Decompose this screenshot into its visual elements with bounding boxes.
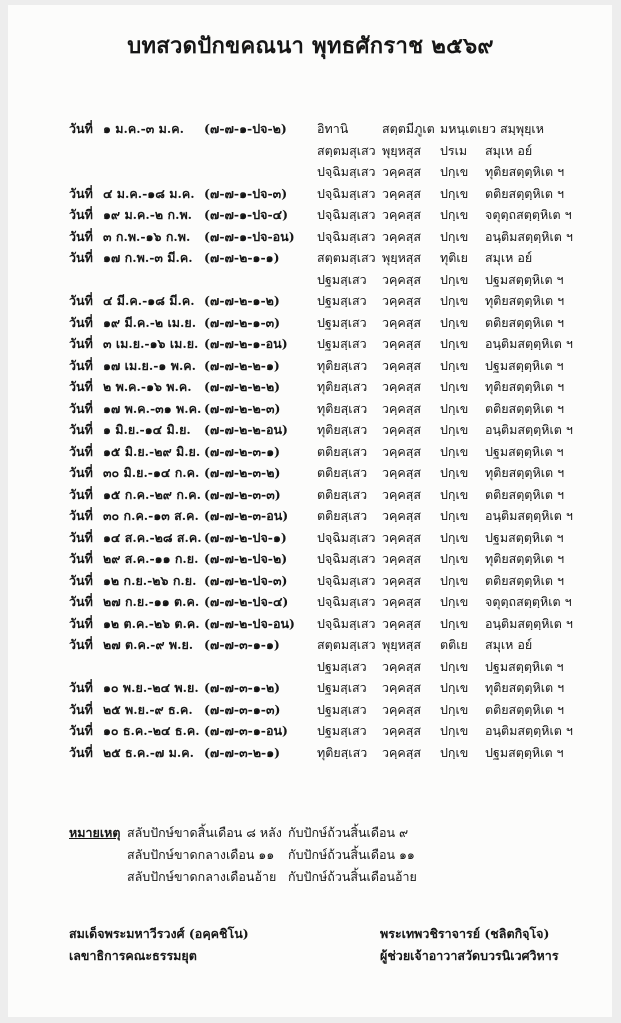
schedule-row <box>0 635 621 655</box>
schedule-row <box>0 356 621 376</box>
row-verse-2: วคฺคสฺส <box>382 164 422 179</box>
row-date: ๒ พ.ค.-๑๖ พ.ค. <box>103 379 192 394</box>
row-verse-3: ปกฺเข <box>440 508 469 523</box>
signature-right-name: พระเทพวชิราจารย์ (ชลิตกิจฺโจ) <box>380 926 550 941</box>
note-line-pair: กับปักษ์ถ้วนสิ้นเดือน ๙ <box>288 825 409 840</box>
schedule-row <box>0 399 621 419</box>
schedule-row <box>0 420 621 440</box>
row-label: วันที่ <box>69 723 93 738</box>
row-verse-1: อิทานิ <box>317 121 349 136</box>
row-verse-3: ปรเม <box>440 142 468 158</box>
row-date: ๑๕ มิ.ย.-๒๙ มิ.ย. <box>103 443 201 459</box>
row-label: วันที่ <box>69 121 93 136</box>
row-code: (๗-๗-๒-ปจ-อน) <box>204 615 295 631</box>
row-verse-1: ปฐมสฺเสว <box>317 314 367 330</box>
row-date: ๑ มิ.ย.-๑๔ มิ.ย. <box>103 422 191 437</box>
row-verse-4: อนฺติมสตฺตฺหิเต ฯ <box>485 336 573 351</box>
row-verse-3: ปกฺเข <box>440 271 469 287</box>
row-verse-4: จตุตฺถสตฺตฺหิเต ฯ <box>485 594 572 609</box>
signature-left-title: เลขาธิการคณะธรรมยุต <box>69 948 197 963</box>
row-code: (๗-๗-๑-ปจ-อน) <box>204 228 295 244</box>
row-verse-2: พุยฺหสฺส <box>382 637 422 652</box>
row-label: วันที่ <box>69 551 93 566</box>
row-label: วันที่ <box>69 250 93 265</box>
row-date: ๑๐ พ.ย.-๒๔ พ.ย. <box>103 680 199 695</box>
row-date: ๒๙ ส.ค.-๑๑ ก.ย. <box>103 551 199 566</box>
row-label: วันที่ <box>69 701 93 717</box>
note-line-pair: กับปักษ์ถ้วนสิ้นเดือนอ้าย <box>288 869 417 884</box>
schedule-row <box>0 205 621 225</box>
row-verse-3: ปกฺเข <box>440 185 469 201</box>
row-verse-4: อนฺติมสตฺตฺหิเต ฯ <box>485 723 573 738</box>
row-verse-3: ปกฺเข <box>440 422 469 437</box>
schedule-row <box>0 291 621 311</box>
row-verse-4: สมุเห อย์ <box>485 142 533 158</box>
row-date: ๓๐ มิ.ย.-๑๔ ก.ค. <box>103 465 200 480</box>
row-verse-2: วคฺคสฺส <box>382 744 422 760</box>
row-verse-1: ปจฺฉิมสฺเสว <box>317 594 376 609</box>
row-code: (๗-๗-๒-๑-๓) <box>204 314 281 330</box>
row-verse-3: ปกฺเข <box>440 228 469 244</box>
row-verse-2: วคฺคสฺส <box>382 293 422 308</box>
row-code: (๗-๗-๒-๒-๓) <box>204 400 281 416</box>
row-label: วันที่ <box>69 207 93 222</box>
row-verse-4: ตติยสตฺตฺหิเต ฯ <box>485 185 565 201</box>
row-verse-4: ทุติยสตฺตฺหิเต ฯ <box>485 293 565 308</box>
row-code: (๗-๗-๒-ปจ-๑) <box>204 529 287 545</box>
row-code: (๗-๗-๒-๒-อน) <box>204 422 288 437</box>
row-verse-4: ทุติยสตฺตฺหิเต ฯ <box>485 680 565 695</box>
row-verse-1: ตติยสฺเสว <box>317 443 368 459</box>
row-verse-1: ทุติยสฺเสว <box>317 744 368 760</box>
row-verse-3: ปกฺเข <box>440 465 469 480</box>
row-date: ๑ ม.ค.-๓ ม.ค. <box>103 121 184 136</box>
row-verse-1: ปจฺฉิมสฺเสว <box>317 164 376 179</box>
row-verse-2: วคฺคสฺส <box>382 271 422 287</box>
schedule-row <box>0 334 621 354</box>
schedule-row <box>0 485 621 505</box>
row-verse-1: ปจฺฉิมสฺเสว <box>317 529 376 545</box>
row-verse-2: สตฺตมีภูเต <box>382 121 435 136</box>
row-verse-4: ทุติยสตฺตฺหิเต ฯ <box>485 379 565 394</box>
row-code: (๗-๗-๒-๑-๒) <box>204 293 280 308</box>
row-date: ๒๗ ก.ย.-๑๑ ต.ค. <box>103 594 200 609</box>
row-date: ๑๒ ต.ค.-๒๖ ต.ค. <box>103 615 200 631</box>
row-verse-1: ปจฺฉิมสฺเสว <box>317 615 376 631</box>
row-date: ๑๒ ก.ย.-๒๖ ก.ย. <box>103 572 197 588</box>
row-date: ๓ ก.พ.-๑๖ ก.พ. <box>103 228 191 244</box>
row-verse-1: ทุติยสฺเสว <box>317 357 368 373</box>
row-verse-1: สตฺตมสฺเสว <box>317 637 376 652</box>
row-code: (๗-๗-๒-ปจ-๓) <box>204 572 288 588</box>
row-verse-4: อนฺติมสตฺตฺหิเต ฯ <box>485 422 573 437</box>
row-verse-3: ปกฺเข <box>440 701 469 717</box>
row-verse-2: วคฺคสฺส <box>382 551 422 566</box>
row-verse-4: จตุตฺถสตฺตฺหิเต ฯ <box>485 207 572 222</box>
row-verse-1: ปจฺฉิมสฺเสว <box>317 228 376 244</box>
row-verse-1: ทุติยสฺเสว <box>317 379 368 394</box>
row-verse-2: วคฺคสฺส <box>382 508 422 523</box>
schedule-row <box>0 571 621 591</box>
row-verse-3: ปกฺเข <box>440 594 469 609</box>
row-verse-2: วคฺคสฺส <box>382 465 422 480</box>
row-verse-2: วคฺคสฺส <box>382 658 422 674</box>
row-verse-2: วคฺคสฺส <box>382 594 422 609</box>
row-date: ๓ เม.ย.-๑๖ เม.ย. <box>103 336 199 351</box>
row-verse-4: ตติยสตฺตฺหิเต ฯ <box>485 314 565 330</box>
row-verse-2: วคฺคสฺส <box>382 723 422 738</box>
row-code: (๗-๗-๒-ปจ-๔) <box>204 594 289 609</box>
row-label: วันที่ <box>69 744 93 760</box>
row-verse-3: ปกฺเข <box>440 572 469 588</box>
row-verse-3: ปกฺเข <box>440 723 469 738</box>
schedule-row <box>0 463 621 483</box>
schedule-row <box>0 377 621 397</box>
row-verse-3: ปกฺเข <box>440 207 469 222</box>
row-verse-4: สมุเห อย์ <box>485 637 533 652</box>
schedule-row <box>0 657 621 677</box>
row-verse-3: ปกฺเข <box>440 293 469 308</box>
row-date: ๑๗ พ.ค.-๓๑ พ.ค. <box>103 400 202 416</box>
row-label: วันที่ <box>69 357 93 373</box>
row-verse-2: วคฺคสฺส <box>382 400 422 416</box>
row-verse-4: ตติยสตฺตฺหิเต ฯ <box>485 486 565 502</box>
schedule-row <box>0 592 621 612</box>
note-line <box>0 845 621 865</box>
row-verse-4: อนฺติมสตฺตฺหิเต ฯ <box>485 228 573 244</box>
row-verse-1: ปฐมสฺเสว <box>317 336 367 351</box>
row-date: ๑๗ เม.ย.-๑ พ.ค. <box>103 357 197 373</box>
signature-left-name: สมเด็จพระมหาวีรวงศ์ (อคฺคชิโน) <box>69 926 249 941</box>
row-verse-1: ปฐมสฺเสว <box>317 723 367 738</box>
schedule-row <box>0 162 621 182</box>
row-verse-1: ปฐมสฺเสว <box>317 658 367 674</box>
row-label: วันที่ <box>69 508 93 523</box>
schedule-row <box>0 313 621 333</box>
row-verse-2: วคฺคสฺส <box>382 379 422 394</box>
schedule-row <box>0 141 621 161</box>
row-code: (๗-๗-๒-๓-อน) <box>204 508 289 523</box>
row-verse-3: ทุติเย <box>440 250 468 265</box>
row-verse-4: ปฐมสตฺตฺหิเต ฯ <box>485 443 564 459</box>
row-date: ๔ มี.ค.-๑๘ มี.ค. <box>103 293 195 308</box>
row-verse-2: วคฺคสฺส <box>382 701 422 717</box>
row-code: (๗-๗-๒-๓-๒) <box>204 465 281 480</box>
row-code: (๗-๗-๓-๑-๑) <box>204 637 280 652</box>
row-verse-3: ปกฺเข <box>440 357 469 373</box>
row-label: วันที่ <box>69 594 93 609</box>
row-verse-1: ปจฺฉิมสฺเสว <box>317 551 376 566</box>
row-date: ๑๙ ม.ค.-๒ ก.พ. <box>103 207 193 222</box>
row-verse-1: ปฐมสฺเสว <box>317 293 367 308</box>
row-verse-4: ปฐมสตฺตฺหิเต ฯ <box>485 658 564 674</box>
row-label: วันที่ <box>69 680 93 695</box>
note-label: หมายเหตุ <box>69 825 121 840</box>
row-verse-4: สมุเห อย์ <box>485 250 533 265</box>
note-line-pair: กับปักษ์ถ้วนสิ้นเดือน ๑๑ <box>288 847 415 862</box>
row-verse-2: วคฺคสฺส <box>382 314 422 330</box>
row-verse-1: ปจฺฉิมสฺเสว <box>317 185 376 201</box>
row-label: วันที่ <box>69 529 93 545</box>
row-verse-3: ปกฺเข <box>440 680 469 695</box>
row-date: ๑๐ ธ.ค.-๒๔ ธ.ค. <box>103 723 200 738</box>
row-verse-3: ปกฺเข <box>440 529 469 545</box>
row-date: ๑๗ ก.พ.-๓ มี.ค. <box>103 250 193 265</box>
row-label: วันที่ <box>69 486 93 502</box>
row-label: วันที่ <box>69 185 93 201</box>
row-code: (๗-๗-๓-๑-๓) <box>204 701 281 717</box>
row-verse-1: สตฺตมสฺเสว <box>317 250 376 265</box>
row-verse-4: ทุติยสตฺตฺหิเต ฯ <box>485 465 565 480</box>
note-line-text: สลับปักษ์ขาดกลางเดือนอ้าย <box>127 869 277 884</box>
row-verse-1: ปฐมสฺเสว <box>317 701 367 717</box>
note-line <box>0 867 621 887</box>
row-verse-2: วคฺคสฺส <box>382 185 422 201</box>
row-code: (๗-๗-๒-๒-๒) <box>204 379 281 394</box>
signature-right-title: ผู้ช่วยเจ้าอาวาสวัดบวรนิเวศวิหาร <box>380 948 559 963</box>
row-verse-4: อนฺติมสตฺตฺหิเต ฯ <box>485 615 573 631</box>
schedule-row <box>0 678 621 698</box>
row-date: ๒๗ ต.ค.-๙ พ.ย. <box>103 637 194 652</box>
row-verse-2: วคฺคสฺส <box>382 486 422 502</box>
row-verse-2: วคฺคสฺส <box>382 615 422 631</box>
row-verse-3: ปกฺเข <box>440 336 469 351</box>
row-code: (๗-๗-๒-๑-๑) <box>204 250 280 265</box>
row-date: ๑๙ มี.ค.-๒ เม.ย. <box>103 314 197 330</box>
row-verse-4: ตติยสตฺตฺหิเต ฯ <box>485 572 565 588</box>
schedule-row <box>0 119 621 139</box>
row-label: วันที่ <box>69 336 93 351</box>
schedule-row <box>0 442 621 462</box>
schedule-row <box>0 528 621 548</box>
row-verse-4: ตติยสตฺตฺหิเต ฯ <box>485 701 565 717</box>
schedule-row <box>0 506 621 526</box>
row-verse-3: ปกฺเข <box>440 615 469 631</box>
row-code: (๗-๗-๒-๓-๑) <box>204 443 281 459</box>
row-verse-4: ทุติยสตฺตฺหิเต ฯ <box>485 164 565 179</box>
row-code: (๗-๗-๒-๑-อน) <box>204 336 288 351</box>
note-line <box>0 823 621 843</box>
row-code: (๗-๗-๒-๓-๓) <box>204 486 281 502</box>
row-verse-2: พุยฺหสุส <box>382 142 422 158</box>
row-verse-3: ปกฺเข <box>440 379 469 394</box>
row-code: (๗-๗-๑-ปจ-๔) <box>204 207 289 222</box>
row-code: (๗-๗-๓-๑-๒) <box>204 680 281 695</box>
row-verse-2: วคฺคสฺส <box>382 422 422 437</box>
row-verse-1: ตติยสฺเสว <box>317 465 368 480</box>
row-code: (๗-๗-๒-๒-๑) <box>204 357 280 373</box>
row-verse-3: ปกฺเข <box>440 443 469 459</box>
row-label: วันที่ <box>69 572 93 588</box>
row-verse-4: ปฐมสตฺตฺหิเต ฯ <box>485 357 564 373</box>
row-verse-1: ปจฺฉิมสฺเสว <box>317 572 376 588</box>
schedule-row <box>0 184 621 204</box>
row-label: วันที่ <box>69 465 93 480</box>
row-verse-1: ตติยสฺเสว <box>317 508 368 523</box>
row-verse-4: อนฺติมสตฺตฺหิเต ฯ <box>485 508 573 523</box>
row-verse-3: ปกฺเข <box>440 486 469 502</box>
schedule-row <box>0 721 621 741</box>
row-verse-2: วคฺคสฺส <box>382 680 422 695</box>
row-verse-2: วคฺคสฺส <box>382 443 422 459</box>
row-date: ๑๔ ส.ค.-๒๘ ส.ค. <box>103 529 202 545</box>
row-date: ๓๐ ก.ค.-๑๓ ส.ค. <box>103 508 199 523</box>
row-verse-2: พุยฺหสฺส <box>382 250 422 265</box>
schedule-row <box>0 270 621 290</box>
row-label: วันที่ <box>69 615 93 631</box>
row-date: ๑๕ ก.ค.-๒๙ ก.ค. <box>103 486 201 502</box>
row-label: วันที่ <box>69 379 93 394</box>
row-verse-2: วคฺคสฺส <box>382 207 422 222</box>
schedule-row <box>0 227 621 247</box>
row-code: (๗-๗-๒-ปจ-๒) <box>204 551 288 566</box>
row-verse-2: วคฺคสฺส <box>382 572 422 588</box>
row-verse-3: ปกฺเข <box>440 744 469 760</box>
row-verse-1: สตฺตมสุเสว <box>317 142 376 158</box>
row-label: วันที่ <box>69 422 93 437</box>
row-verse-2: วคฺคสฺส <box>382 529 422 545</box>
page-title: บทสวดปักขคณนา พุทธศักราช ๒๕๖๙ <box>127 33 494 59</box>
row-label: วันที่ <box>69 314 93 330</box>
row-verse-1: ทุติยสฺเสว <box>317 422 368 437</box>
schedule-row <box>0 549 621 569</box>
row-date: ๒๕ ธ.ค.-๗ ม.ค. <box>103 744 194 760</box>
row-verse-1: ปจฺฉิมสฺเสว <box>317 207 376 222</box>
schedule-row <box>0 700 621 720</box>
row-verse-3: ปกฺเข <box>440 551 469 566</box>
schedule-row <box>0 614 621 634</box>
row-verse-3: ปกฺเข <box>440 400 469 416</box>
row-verse-3: ปกฺเข <box>440 658 469 674</box>
schedule-row <box>0 248 621 268</box>
row-code: (๗-๗-๓-๒-๑) <box>204 744 281 760</box>
row-verse-1: ปฐมสฺเสว <box>317 271 367 287</box>
row-date: ๔ ม.ค.-๑๘ ม.ค. <box>103 185 195 201</box>
row-verse-3: ปกฺเข <box>440 314 469 330</box>
row-label: วันที่ <box>69 228 93 244</box>
row-verse-3: ปกฺเข <box>440 164 469 179</box>
row-date: ๒๕ พ.ย.-๙ ธ.ค. <box>103 701 193 717</box>
row-verse-4: ทุติยสตฺตฺหิเต ฯ <box>485 551 565 566</box>
row-verse-1: ทุติยสฺเสว <box>317 400 368 416</box>
row-verse-4: ตติยสตฺตฺหิเต ฯ <box>485 400 565 416</box>
row-verse-3: ตติเย <box>440 637 468 652</box>
row-verse-4: ปฐมสตฺตฺหิเต ฯ <box>485 271 564 287</box>
row-code: (๗-๗-๓-๑-อน) <box>204 723 288 738</box>
row-label: วันที่ <box>69 637 93 652</box>
row-verse-2: วคฺคสฺส <box>382 357 422 373</box>
row-verse-2: วคฺคสฺส <box>382 336 422 351</box>
schedule-row <box>0 743 621 763</box>
note-line-text: สลับปักษ์ขาดกลางเดือน ๑๑ <box>127 847 275 862</box>
row-label: วันที่ <box>69 443 93 459</box>
row-verse-4: ปฐมสตฺตฺหิเต ฯ <box>485 744 564 760</box>
row-verse-3: มหนฺเตเยว สมฺพุยฺเห <box>440 121 544 136</box>
row-label: วันที่ <box>69 400 93 416</box>
row-label: วันที่ <box>69 293 93 308</box>
note-line-text: สลับปักษ์ขาดสิ้นเดือน ๘ หลัง <box>127 825 282 840</box>
row-verse-1: ปฐมสฺเสว <box>317 680 367 695</box>
row-verse-2: วคฺคสฺส <box>382 228 422 244</box>
row-code: (๗-๗-๑-ปจ-๓) <box>204 185 288 201</box>
row-code: (๗-๗-๑-ปจ-๒) <box>204 121 287 136</box>
row-verse-4: ปฐมสตฺตฺหิเต ฯ <box>485 529 564 545</box>
row-verse-1: ตติยสฺเสว <box>317 486 368 502</box>
